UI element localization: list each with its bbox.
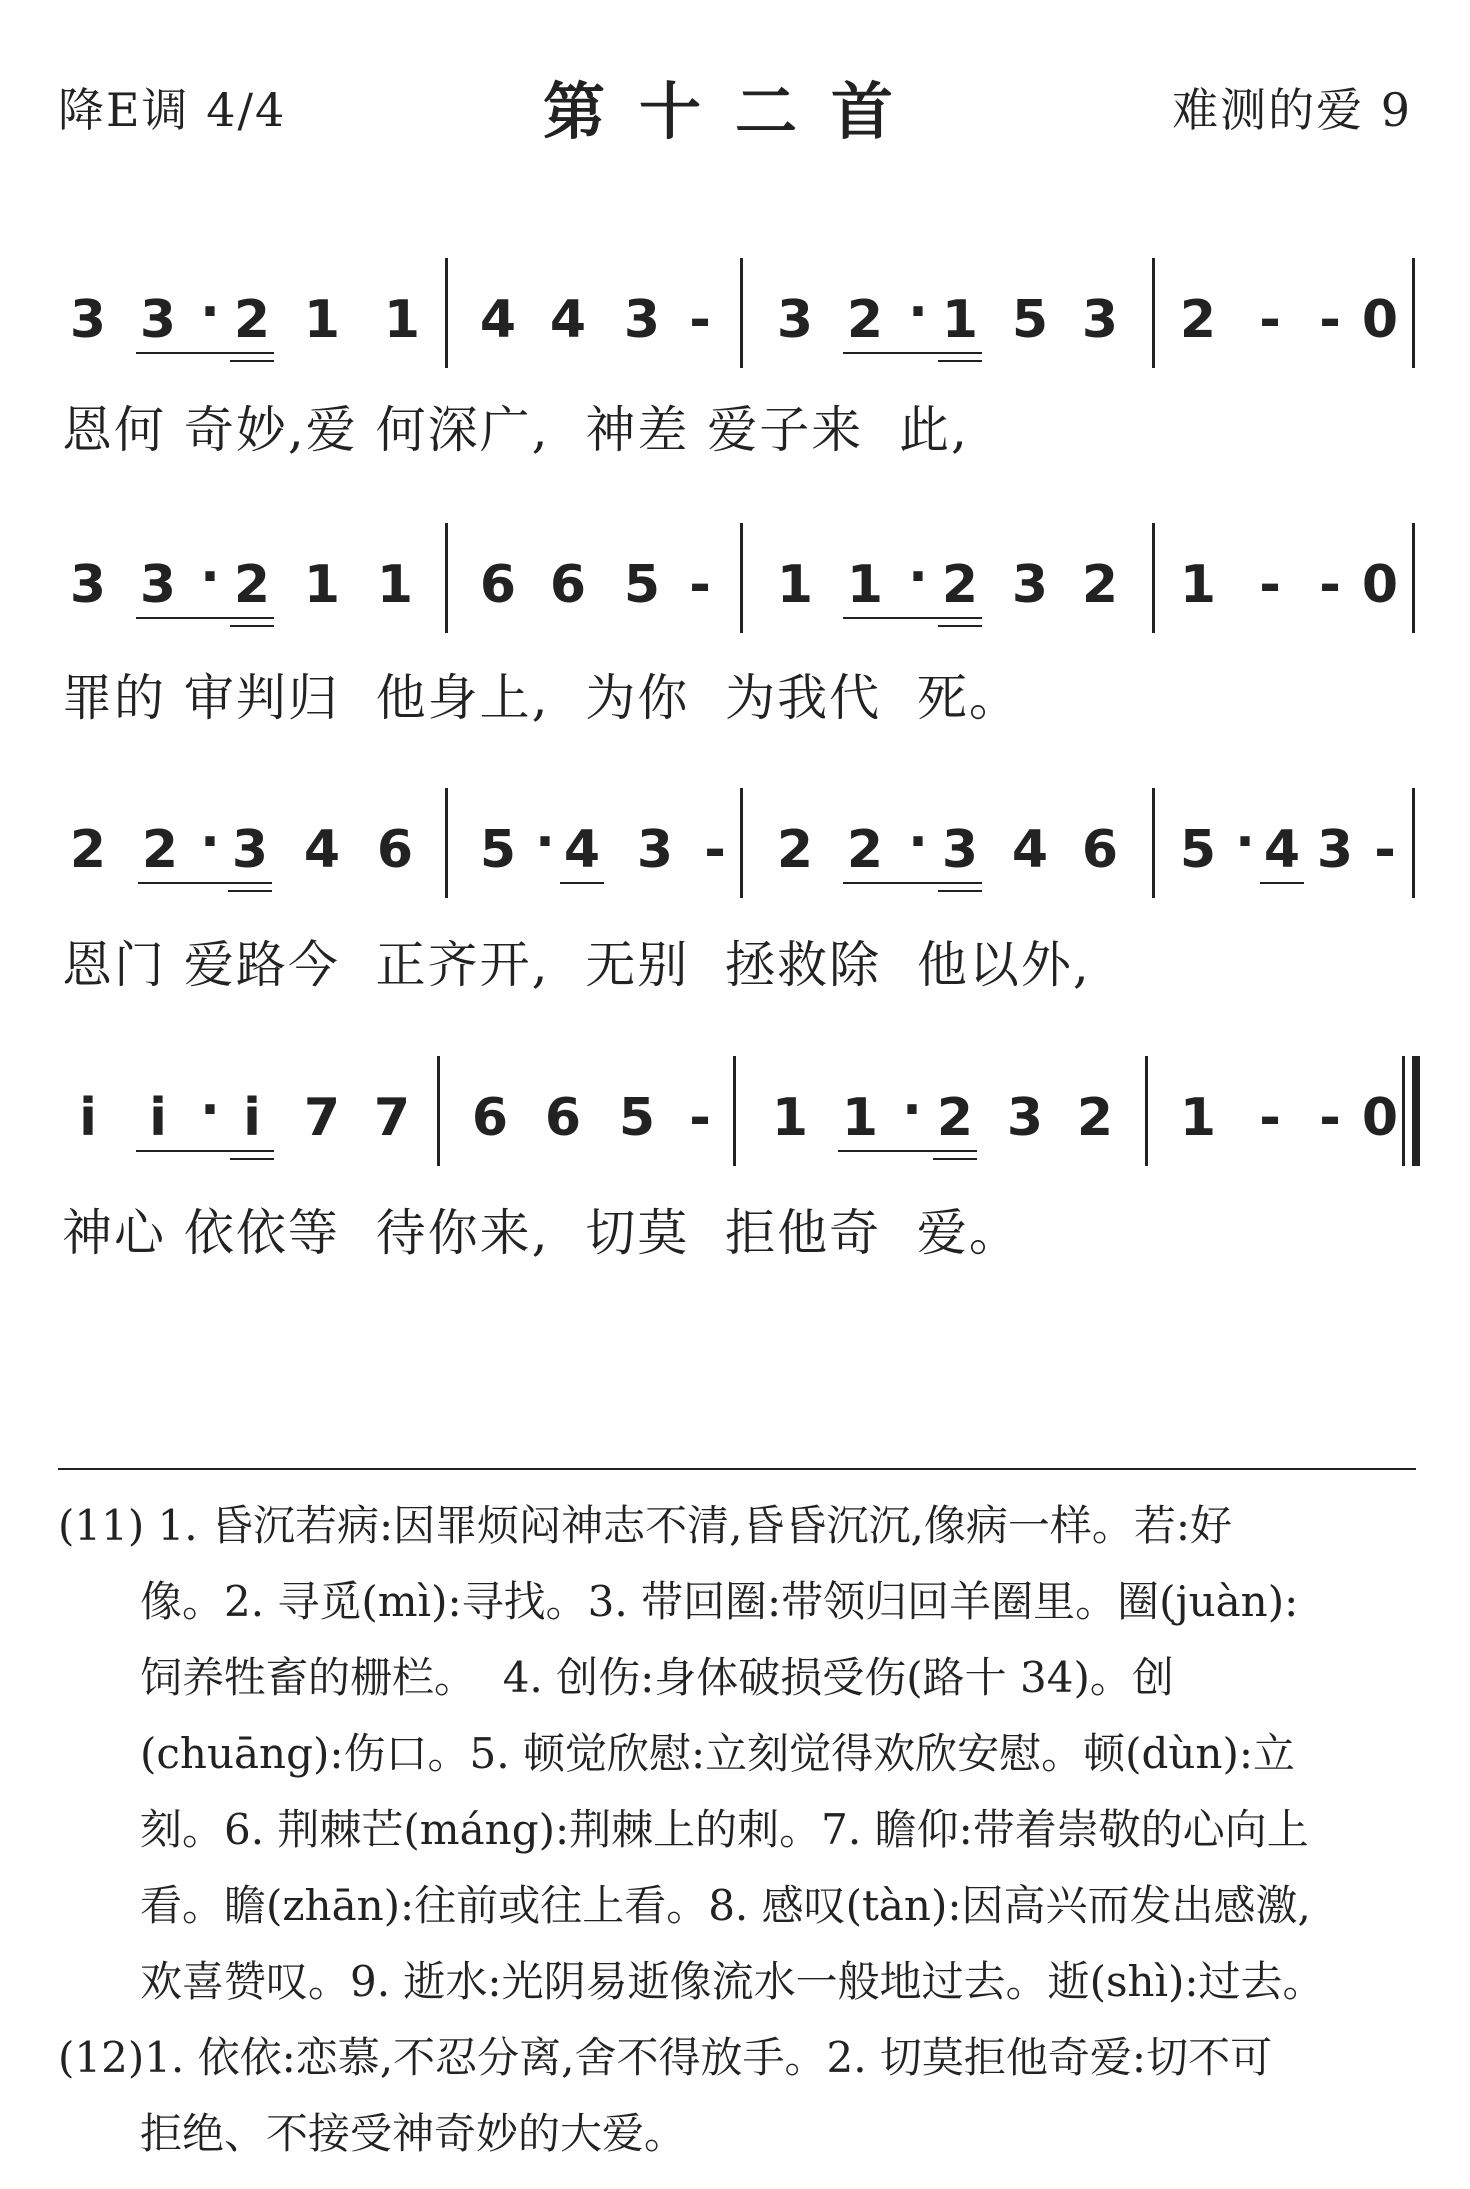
- footnote-line: 看。瞻(zhān):往前或往上看。8. 感叹(tàn):因高兴而发出感激,: [140, 1881, 1311, 1930]
- note: 3: [69, 290, 107, 350]
- extension-dash: -: [1374, 820, 1396, 880]
- duration-underline: [138, 882, 272, 884]
- note: 3: [776, 290, 814, 350]
- barline: [1412, 258, 1415, 368]
- note: 1: [383, 290, 421, 350]
- barline: [445, 258, 448, 368]
- footnote-line: 刻。6. 荆棘芒(máng):荆棘上的刺。7. 瞻仰:带着崇敬的心向上: [140, 1805, 1309, 1854]
- note: 3: [1081, 290, 1119, 350]
- augmentation-dot: ·: [908, 547, 928, 607]
- note: 5: [618, 1088, 656, 1148]
- hymn-subtitle: 难测的爱 9: [1172, 83, 1412, 137]
- note: 2: [846, 290, 884, 350]
- duration-underline: [230, 625, 274, 627]
- note: 4: [303, 820, 341, 880]
- barline: [437, 1056, 440, 1166]
- duration-underline: [230, 360, 274, 362]
- note: 2: [1076, 1088, 1114, 1148]
- note: 2: [69, 820, 107, 880]
- duration-underline: [228, 890, 272, 892]
- note: 2: [936, 1088, 974, 1148]
- barline: [740, 258, 743, 368]
- final-barline: [1412, 1056, 1420, 1166]
- footnote-line: 饲养牲畜的栅栏。 4. 创伤:身体破损受伤(路十 34)。创: [140, 1653, 1174, 1702]
- duration-underline: [230, 1158, 274, 1160]
- note: 1: [846, 555, 884, 615]
- augmentation-dot: ·: [908, 282, 928, 342]
- note: 6: [1081, 820, 1119, 880]
- lyric-line: 罪的 审判归 他身上, 为你 为我代 死。: [62, 669, 1021, 727]
- note: 3: [941, 820, 979, 880]
- note: 3: [139, 555, 177, 615]
- duration-underline: [136, 1150, 274, 1152]
- barline: [1145, 1056, 1148, 1166]
- barline: [1152, 523, 1155, 633]
- note: 1: [376, 555, 414, 615]
- barline: [1412, 523, 1415, 633]
- note: 5: [1179, 820, 1217, 880]
- note: 6: [544, 1088, 582, 1148]
- note: 2: [141, 820, 179, 880]
- barline: [1152, 788, 1155, 898]
- footnote-line: 拒绝、不接受神奇妙的大爱。: [140, 2109, 687, 2158]
- extension-dash: -: [1319, 1088, 1341, 1148]
- duration-underline: [1260, 882, 1304, 884]
- footnote-line: 欢喜赞叹。9. 逝水:光阴易逝像流水一般地过去。逝(shì):过去。: [140, 1957, 1325, 2006]
- page-title: 第十二首: [542, 75, 927, 148]
- note: 5: [1011, 290, 1049, 350]
- note: 2: [1081, 555, 1119, 615]
- note: 0: [1361, 1088, 1399, 1148]
- note: 3: [231, 820, 269, 880]
- lyric-line: 恩门 爱路今 正齐开, 无别 拯救除 他以外,: [62, 936, 1091, 994]
- note: 3: [1316, 820, 1354, 880]
- note: 4: [563, 820, 601, 880]
- note: 3: [623, 290, 661, 350]
- note: 4: [549, 290, 587, 350]
- note: 7: [303, 1088, 341, 1148]
- barline: [1152, 258, 1155, 368]
- barline: [740, 523, 743, 633]
- note: 3: [636, 820, 674, 880]
- note: 2: [233, 555, 271, 615]
- note: i: [243, 1088, 261, 1148]
- note: 3: [69, 555, 107, 615]
- note: 2: [233, 290, 271, 350]
- barline: [445, 523, 448, 633]
- extension-dash: -: [1259, 1088, 1281, 1148]
- augmentation-dot: ·: [535, 812, 555, 872]
- augmentation-dot: ·: [902, 1080, 922, 1140]
- note: i: [149, 1088, 167, 1148]
- augmentation-dot: ·: [200, 1080, 220, 1140]
- extension-dash: -: [704, 820, 726, 880]
- duration-underline: [843, 882, 982, 884]
- augmentation-dot: ·: [200, 547, 220, 607]
- note: 1: [771, 1088, 809, 1148]
- duration-underline: [938, 890, 982, 892]
- barline: [733, 1056, 736, 1166]
- note: 1: [841, 1088, 879, 1148]
- duration-underline: [843, 617, 982, 619]
- note: 6: [376, 820, 414, 880]
- extension-dash: -: [1259, 290, 1281, 350]
- footnote-divider: [58, 1468, 1416, 1470]
- note: 0: [1361, 555, 1399, 615]
- extension-dash: -: [689, 290, 711, 350]
- note: 3: [139, 290, 177, 350]
- note: 1: [1179, 1088, 1217, 1148]
- note: 7: [373, 1088, 411, 1148]
- extension-dash: -: [1319, 555, 1341, 615]
- note: 5: [623, 555, 661, 615]
- note: 2: [1179, 290, 1217, 350]
- duration-underline: [843, 352, 982, 354]
- extension-dash: -: [1259, 555, 1281, 615]
- note: 1: [941, 290, 979, 350]
- footnote-line: (11) 1. 昏沉若病:因罪烦闷神志不清,昏昏沉沉,像病一样。若:好: [58, 1501, 1232, 1550]
- duration-underline: [933, 1158, 977, 1160]
- note: 4: [479, 290, 517, 350]
- barline: [740, 788, 743, 898]
- note: 1: [303, 290, 341, 350]
- key-signature: 降E调 4/4: [58, 83, 287, 137]
- note: 6: [479, 555, 517, 615]
- note: 2: [776, 820, 814, 880]
- extension-dash: -: [1319, 290, 1341, 350]
- note: 3: [1011, 555, 1049, 615]
- augmentation-dot: ·: [200, 282, 220, 342]
- note: 2: [941, 555, 979, 615]
- note: 1: [303, 555, 341, 615]
- duration-underline: [838, 1150, 977, 1152]
- footnote-line: 像。2. 寻觅(mì):寻找。3. 带回圈:带领归回羊圈里。圈(juàn):: [140, 1577, 1299, 1626]
- note: 6: [549, 555, 587, 615]
- note: 1: [776, 555, 814, 615]
- final-barline: [1402, 1056, 1405, 1166]
- duration-underline: [938, 625, 982, 627]
- duration-underline: [136, 352, 274, 354]
- augmentation-dot: ·: [1235, 812, 1255, 872]
- duration-underline: [136, 617, 274, 619]
- note: 4: [1263, 820, 1301, 880]
- augmentation-dot: ·: [200, 812, 220, 872]
- barline: [445, 788, 448, 898]
- barline: [1412, 788, 1415, 898]
- note: 2: [846, 820, 884, 880]
- duration-underline: [560, 882, 604, 884]
- extension-dash: -: [689, 555, 711, 615]
- note: 0: [1361, 290, 1399, 350]
- note: 3: [1006, 1088, 1044, 1148]
- footnote-line: (12)1. 依依:恋慕,不忍分离,舍不得放手。2. 切莫拒他奇爱:切不可: [58, 2033, 1273, 2082]
- note: 4: [1011, 820, 1049, 880]
- extension-dash: -: [689, 1088, 711, 1148]
- note: 5: [479, 820, 517, 880]
- augmentation-dot: ·: [908, 812, 928, 872]
- lyric-line: 恩何 奇妙,爱 何深广, 神差 爱子来 此,: [62, 401, 969, 459]
- note: 1: [1179, 555, 1217, 615]
- duration-underline: [938, 360, 982, 362]
- footnote-line: (chuāng):伤口。5. 顿觉欣慰:立刻觉得欢欣安慰。顿(dùn):立: [140, 1729, 1296, 1778]
- note: 6: [471, 1088, 509, 1148]
- lyric-line: 神心 依依等 待你来, 切莫 拒他奇 爱。: [62, 1204, 1021, 1262]
- note: i: [79, 1088, 97, 1148]
